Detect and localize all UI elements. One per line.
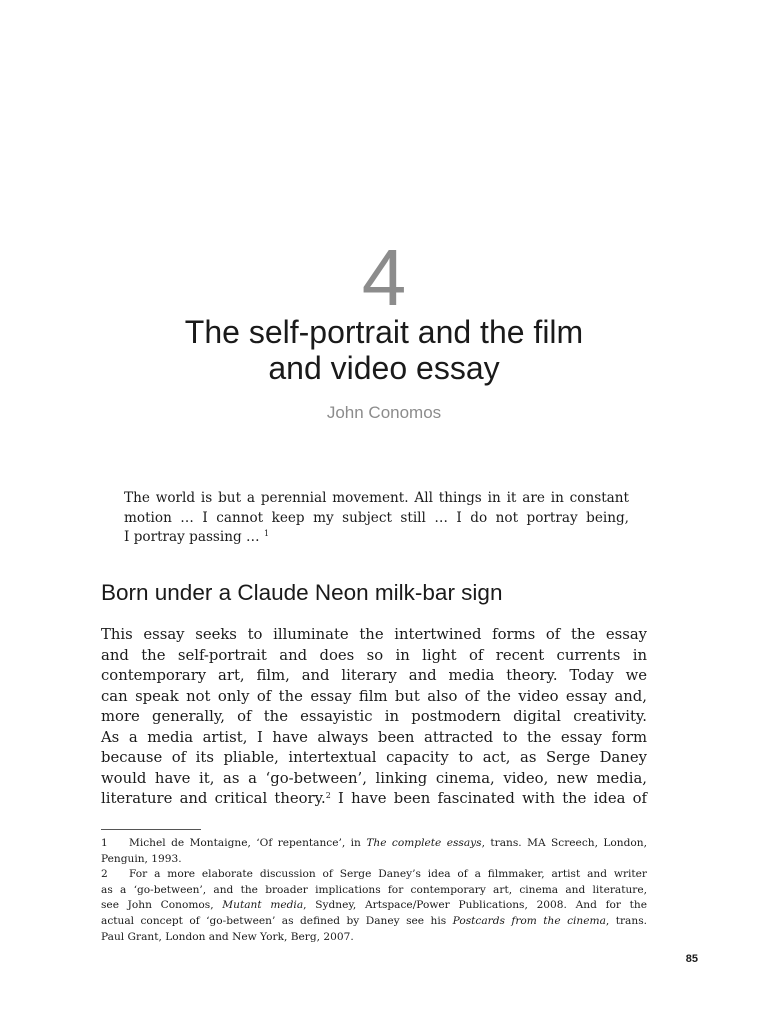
body-line: because of its pliable, intertextual capacity to act, as Serge Daney (101, 749, 647, 766)
chapter-title-line: The self-portrait and the film (184, 314, 584, 350)
footnote-text: , trans. (605, 914, 647, 927)
footnote-line (101, 914, 647, 930)
epigraph-line: motion … I cannot keep my subject still … I do not portray being, (124, 509, 629, 526)
author-name: John Conomos (326, 403, 442, 422)
page-number: 85 (685, 953, 698, 965)
footnote-text: actual concept of ‘go-between’ as defined by Daney see his (101, 914, 453, 927)
footnote-reference: 1 (263, 529, 270, 538)
body-line: As a media artist, I have always been attracted to the essay form (101, 728, 647, 746)
section-heading: Born under a Claude Neon milk-bar sign (101, 580, 503, 605)
body-line: and the self-portrait and does so in light of recent currents in (101, 646, 647, 664)
footnote-text: For a more elaborate discussion of Serge Daney’s idea of a filmmaker, artist and writer (129, 868, 647, 881)
chapter-number: 4 (361, 233, 407, 322)
body-text-segment: I have been fascinated with the idea of (330, 790, 647, 807)
footnote-title: The complete essays (366, 837, 482, 849)
body-line (101, 789, 647, 810)
footnote-text: Michel de Montaigne, ‘Of repentance’, in (129, 837, 367, 849)
footnote-title: Postcards from the cinema (452, 914, 606, 927)
footnote-text: see John Conomos, (101, 899, 223, 912)
footnote-reference: 2 (325, 791, 331, 800)
footnotes (101, 836, 647, 945)
footnote-line: as a ‘go-between’, and the broader implications for contemporary art, cinema and literature, (101, 883, 647, 896)
body-line: This essay seeks to illuminate the intertwined forms of the essay (101, 626, 647, 643)
epigraph-line (124, 528, 629, 548)
footnote-number: 1 (101, 837, 108, 849)
footnote-text: , Sydney, Artspace/Power Publications, 2008. And for the (303, 899, 647, 912)
body-text-segment: literature and critical theory. (101, 790, 326, 807)
body-line: can speak not only of the essay film but also of the video essay and, (101, 687, 647, 705)
footnote-text: , trans. MA Screech, London, (481, 837, 647, 849)
footnote-line: Penguin, 1993. (101, 852, 182, 865)
footnote-line (101, 898, 647, 914)
footnote-line (101, 867, 647, 883)
chapter-title (84, 314, 684, 386)
chapter-title-line: and video essay (268, 350, 500, 386)
footnote-line (101, 836, 647, 852)
epigraph (124, 489, 629, 548)
body-paragraph (101, 625, 647, 810)
body-line: contemporary art, film, and literary and media theory. Today we (101, 667, 647, 684)
epigraph-text: I portray passing … (124, 529, 264, 545)
footnote-title: Mutant media (222, 899, 304, 912)
footnote-number: 2 (101, 868, 108, 881)
footnote-line: Paul Grant, London and New York, Berg, 2007. (101, 930, 354, 943)
body-line: would have it, as a ‘go-between’, linking cinema, video, new media, (101, 769, 647, 787)
body-line: more generally, of the essayistic in postmodern digital creativity. (101, 708, 647, 725)
epigraph-line: The world is but a perennial movement. All things in it are in constant (124, 490, 629, 506)
footnote-divider (101, 829, 201, 830)
